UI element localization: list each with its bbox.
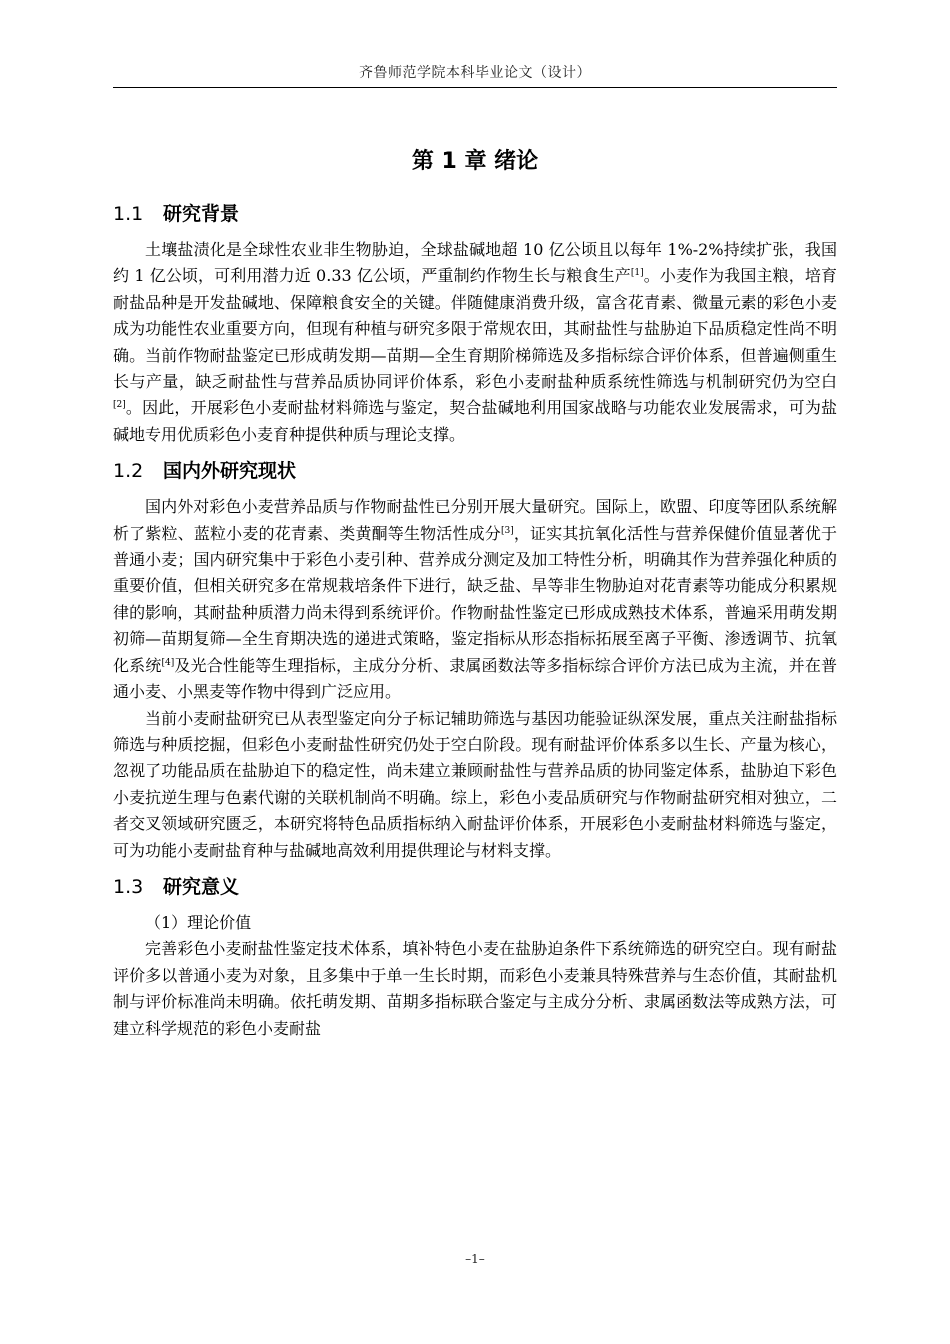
section-number: 1.3 xyxy=(113,875,144,898)
subheading-theoretical-value: （1）理论价值 xyxy=(145,912,252,932)
paragraph-text: 国内外对彩色小麦营养品质与作物耐盐性已分别开展大量研究。国际上，欧盟、印度等团队系统解析了紫粒、蓝粒小麦的花青素、类黄酮等生物活性成分 xyxy=(113,497,837,543)
page-body xyxy=(113,145,837,1042)
paragraph-text: 。因此，开展彩色小麦耐盐材料筛选与鉴定，契合盐碱地利用国家战略与功能农业发展需求，可为盐碱地专用优质彩色小麦育种提供种质与理论支撑。 xyxy=(113,398,837,444)
citation-ref-3: [3] xyxy=(500,525,514,536)
paragraph-text: ，证实其抗氧化活性与营养保健价值显著优于普通小麦；国内研究集中于彩色小麦引种、营养成分测定及加工特性分析，明确其作为营养强化种质的重要价值，但相关研究多在常规栽培条件下进行，缺乏盐、旱等非生物胁迫对花青素等功能成分积累规律的影响，其耐盐种质潜力尚未得到系统评价。作物耐盐性鉴定已形成成熟技术体系，普遍采用萌发期初筛—苗期复筛—全生育期决选的递进式策略，鉴定指标从形态指标拓展至离子平衡、渗透调节、抗氧化系统 xyxy=(113,523,837,675)
citation-ref-2: [2] xyxy=(113,400,126,411)
citation-ref-4: [4] xyxy=(161,657,175,668)
section-number: 1.2 xyxy=(113,460,144,483)
paragraph-text: 。小麦作为我国主粮，培育耐盐品种是开发盐碱地、保障粮食安全的关键。伴随健康消费升级，富含花青素、微量元素的彩色小麦成为功能性农业重要方向，但现有种植与研究多限于常规农田，其耐盐性与盐胁迫下品质稳定性尚不明确。当前作物耐盐鉴定已形成萌发期—苗期—全生育期阶梯筛选及多指标综合评价体系，但普遍侧重生长与产量，缺乏耐盐性与营养品质协同评价体系，彩色小麦耐盐种质系统性筛选与机制研究仍为空白 xyxy=(113,266,837,392)
section-heading-1-1 xyxy=(113,199,837,237)
paragraph-background xyxy=(113,237,837,448)
section-heading-1-3 xyxy=(113,872,837,910)
paragraph-text: 及光合性能等生理指标，主成分分析、隶属函数法等多指标综合评价方法已成为主流，并在普通小麦、小黑麦等作物中得到广泛应用。 xyxy=(113,655,837,702)
section-title: 国内外研究现状 xyxy=(163,460,297,483)
header-rule xyxy=(113,87,837,88)
citation-ref-1: [1] xyxy=(630,268,644,279)
paragraph-research-status-2: 当前小麦耐盐研究已从表型鉴定向分子标记辅助筛选与基因功能验证纵深发展，重点关注耐盐指标筛选与种质挖掘，但彩色小麦耐盐性研究仍处于空白阶段。现有耐盐评价体系多以生长、产量为核心，忽视了功能品质在盐胁迫下的稳定性，尚未建立兼顾耐盐性与营养品质的协同鉴定体系，盐胁迫下彩色小麦抗逆生理与色素代谢的关联机制尚不明确。综上，彩色小麦品质研究与作物耐盐研究相对独立，二者交叉领域研究匮乏，本研究将特色品质指标纳入耐盐评价体系，开展彩色小麦耐盐材料筛选与鉴定，可为功能小麦耐盐育种与盐碱地高效利用提供理论与材料支撑。 xyxy=(113,708,837,860)
section-title: 研究背景 xyxy=(163,203,240,225)
section-number: 1.1 xyxy=(113,203,144,225)
paragraph-text: 土壤盐渍化是全球性农业非生物胁迫，全球盐碱地超 10 亿公顷且以每年 1%-2%持续扩张，我国约 1 亿公顷，可利用潜力近 0.33 亿公顷，严重制约作物生长与粮食生产 xyxy=(113,240,837,286)
chapter-title: 第 1 章 绪论 xyxy=(411,149,539,174)
paragraph-significance: 完善彩色小麦耐盐性鉴定技术体系，填补特色小麦在盐胁迫条件下系统筛选的研究空白。现有耐盐评价多以普通小麦为对象，且多集中于单一生长时期，而彩色小麦兼具特殊营养与生态价值，其耐盐机制与评价标准尚未明确。依托萌发期、苗期多指标联合鉴定与主成分分析、隶属函数法等成熟方法，可建立科学规范的彩色小麦耐盐 xyxy=(113,939,837,1038)
page-number: –1– xyxy=(465,1252,485,1266)
running-header: 齐鲁师范学院本科毕业论文（设计） xyxy=(359,65,591,81)
paragraph-research-status-1 xyxy=(113,494,837,705)
section-title: 研究意义 xyxy=(163,875,240,898)
section-heading-1-2 xyxy=(113,456,837,494)
